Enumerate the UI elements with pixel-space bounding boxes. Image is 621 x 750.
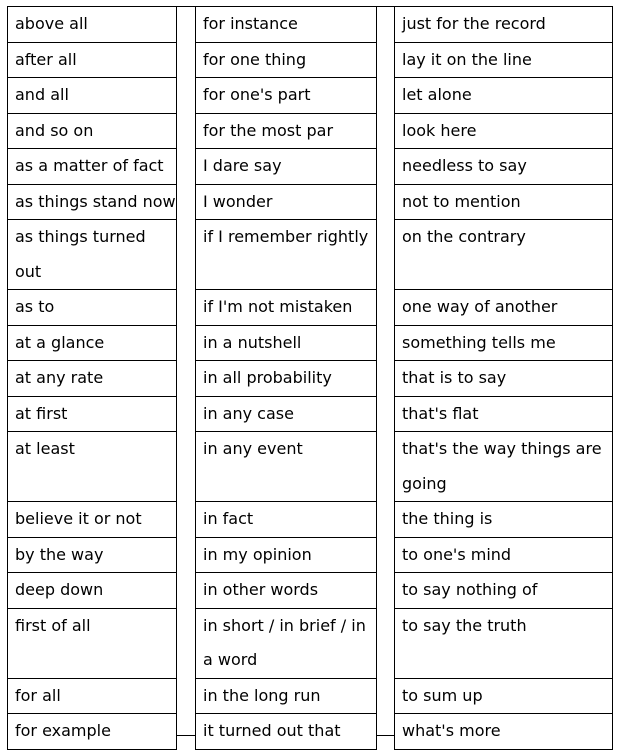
- phrase-text: in my opinion: [203, 544, 312, 564]
- phrase-cell: [395, 42, 613, 78]
- phrase-cell: [395, 714, 613, 750]
- table-row: [395, 573, 613, 609]
- phrase-text: deep down: [15, 580, 104, 599]
- table-row: [196, 220, 377, 290]
- phrase-text: let alone: [402, 85, 472, 104]
- table-row: [196, 325, 377, 361]
- phrase-text: something tells me: [402, 332, 556, 352]
- table-row: [395, 184, 613, 220]
- phrase-cell: [8, 714, 177, 750]
- phrase-column-3: [394, 6, 613, 750]
- table-row: [196, 678, 377, 714]
- table-row: [196, 396, 377, 432]
- table-row: [8, 361, 177, 397]
- phrase-text: and all: [15, 85, 69, 104]
- phrase-cell: [196, 432, 377, 502]
- phrase-text: above all: [15, 14, 88, 33]
- phrase-text: that is to say: [402, 368, 507, 387]
- phrase-cell: [8, 573, 177, 609]
- phrase-text: to one's mind: [402, 544, 512, 564]
- phrase-cell: [8, 290, 177, 326]
- phrase-cell: [395, 432, 613, 502]
- table-row: [196, 361, 377, 397]
- phrase-column-2: [195, 6, 377, 750]
- table-row: [196, 7, 377, 43]
- phrase-cell: [395, 325, 613, 361]
- phrase-cell: [196, 573, 377, 609]
- phrase-text: just for the record: [402, 14, 546, 33]
- phrase-cell: [8, 184, 177, 220]
- table-row: [8, 678, 177, 714]
- phrase-text: if I'm not mistaken: [203, 297, 353, 316]
- phrase-cell: [196, 396, 377, 432]
- phrase-text: that's flat: [402, 403, 479, 423]
- phrase-cell: [8, 325, 177, 361]
- phrase-text: for one's part: [203, 85, 311, 104]
- table-row: [8, 573, 177, 609]
- phrase-column-1: [7, 6, 177, 750]
- phrase-text: needless to say: [402, 156, 527, 175]
- table-row: [395, 7, 613, 43]
- phrase-text: in any case: [203, 403, 294, 423]
- phrase-cell: [395, 502, 613, 538]
- table-row: [8, 608, 177, 678]
- phrase-text: in any event: [203, 439, 303, 458]
- phrase-text: to say nothing of: [402, 580, 538, 599]
- table-row: [196, 432, 377, 502]
- phrase-cell: [395, 290, 613, 326]
- phrase-cell: [8, 537, 177, 573]
- phrase-cell: [8, 678, 177, 714]
- table-row: [395, 396, 613, 432]
- phrase-cell: [196, 608, 377, 678]
- table-row: [395, 361, 613, 397]
- phrase-text: at first: [15, 403, 68, 423]
- phrase-cell: [395, 149, 613, 185]
- phrase-text: at a glance: [15, 332, 105, 352]
- table-row: [395, 113, 613, 149]
- phrase-cell: [8, 149, 177, 185]
- phrase-text: it turned out that: [203, 721, 341, 740]
- phrase-text: first of all: [15, 615, 91, 635]
- table-row: [196, 573, 377, 609]
- phrase-cell: [8, 7, 177, 43]
- phrase-text: I wonder: [203, 191, 273, 211]
- phrase-cell: [196, 361, 377, 397]
- table-row: [196, 149, 377, 185]
- phrase-cell: [8, 220, 177, 290]
- table-row: [395, 502, 613, 538]
- phrase-text: by the way: [15, 544, 104, 564]
- phrase-text: for all: [15, 685, 61, 705]
- table-row: [395, 714, 613, 750]
- table-row: [395, 432, 613, 502]
- phrase-text: for example: [15, 721, 111, 740]
- table-row: [196, 537, 377, 573]
- table-row: [8, 290, 177, 326]
- phrase-cell: [395, 220, 613, 290]
- table-row: [8, 714, 177, 750]
- phrase-cell: [196, 149, 377, 185]
- table-row: [8, 113, 177, 149]
- phrase-text: and so on: [15, 120, 94, 140]
- table-row: [395, 678, 613, 714]
- phrase-text: on the contrary: [402, 227, 526, 246]
- phrase-cell: [395, 537, 613, 573]
- phrase-text: if I remember rightly: [203, 227, 369, 246]
- phrase-text: in all probability: [203, 368, 332, 387]
- table-row: [8, 432, 177, 502]
- table-row: [8, 42, 177, 78]
- column-gap: [177, 6, 195, 736]
- phrase-text: not to mention: [402, 191, 521, 211]
- phrase-text: one way of another: [402, 297, 558, 316]
- phrase-cell: [196, 78, 377, 114]
- table-row: [8, 7, 177, 43]
- phrase-cell: [395, 361, 613, 397]
- table-row: [8, 325, 177, 361]
- phrase-text: for one thing: [203, 49, 307, 69]
- phrase-text: as things turned out: [15, 227, 146, 281]
- phrase-text: to sum up: [402, 685, 483, 705]
- table-row: [196, 184, 377, 220]
- phrase-text: at least: [15, 439, 75, 458]
- phrase-text: as things stand now: [15, 191, 176, 211]
- phrase-text: the thing is: [402, 509, 493, 528]
- phrase-cell: [196, 714, 377, 750]
- phrase-cell: [395, 78, 613, 114]
- phrase-cell: [8, 432, 177, 502]
- phrase-cell: [196, 537, 377, 573]
- table-row: [395, 608, 613, 678]
- phrase-cell: [8, 78, 177, 114]
- phrase-text: as to: [15, 297, 55, 316]
- phrase-text: in the long run: [203, 685, 321, 705]
- phrase-text: for the most par: [203, 120, 334, 140]
- table-row: [8, 184, 177, 220]
- phrase-cell: [8, 608, 177, 678]
- phrase-text: that's the way things are going: [402, 439, 602, 493]
- phrase-text: as a matter of fact: [15, 156, 164, 175]
- table-row: [8, 502, 177, 538]
- table-row: [395, 149, 613, 185]
- table-row: [196, 290, 377, 326]
- phrase-cell: [196, 502, 377, 538]
- phrase-cell: [8, 42, 177, 78]
- table-row: [8, 537, 177, 573]
- phrase-text: what's more: [402, 721, 501, 740]
- phrase-cell: [395, 396, 613, 432]
- table-row: [8, 220, 177, 290]
- table-row: [196, 608, 377, 678]
- table-row: [8, 396, 177, 432]
- table-row: [395, 537, 613, 573]
- phrase-cell: [196, 184, 377, 220]
- table-row: [8, 78, 177, 114]
- table-row: [196, 42, 377, 78]
- phrase-text: in other words: [203, 580, 319, 599]
- table-row: [395, 78, 613, 114]
- phrase-text: to say the truth: [402, 615, 527, 635]
- phrase-cell: [196, 678, 377, 714]
- phrase-text: at any rate: [15, 368, 104, 387]
- phrase-text: in a nutshell: [203, 332, 302, 352]
- phrase-cell: [8, 361, 177, 397]
- table-row: [8, 149, 177, 185]
- phrase-text: after all: [15, 49, 77, 69]
- phrase-cell: [8, 396, 177, 432]
- phrase-cell: [8, 113, 177, 149]
- table-row: [196, 714, 377, 750]
- table-row: [395, 220, 613, 290]
- phrase-cell: [196, 42, 377, 78]
- phrase-cell: [8, 502, 177, 538]
- phrase-text: for instance: [203, 14, 298, 33]
- phrase-text: in fact: [203, 509, 254, 528]
- phrase-cell: [395, 573, 613, 609]
- table-row: [395, 290, 613, 326]
- phrase-cell: [395, 184, 613, 220]
- phrase-cell: [395, 7, 613, 43]
- table-row: [196, 78, 377, 114]
- phrase-cell: [196, 290, 377, 326]
- phrase-text: lay it on the line: [402, 49, 532, 69]
- phrase-cell: [196, 220, 377, 290]
- column-gap: [377, 6, 394, 736]
- phrase-cell: [395, 608, 613, 678]
- table-row: [196, 113, 377, 149]
- table-row: [395, 42, 613, 78]
- phrase-cell: [395, 113, 613, 149]
- phrase-text: I dare say: [203, 156, 282, 175]
- phrase-text: believe it or not: [15, 509, 142, 528]
- phrase-text: in short / in brief / in a word: [203, 615, 366, 669]
- phrase-cell: [196, 113, 377, 149]
- phrase-text: look here: [402, 120, 477, 140]
- phrase-cell: [395, 678, 613, 714]
- phrase-cell: [196, 325, 377, 361]
- phrase-cell: [196, 7, 377, 43]
- table-row: [395, 325, 613, 361]
- table-row: [196, 502, 377, 538]
